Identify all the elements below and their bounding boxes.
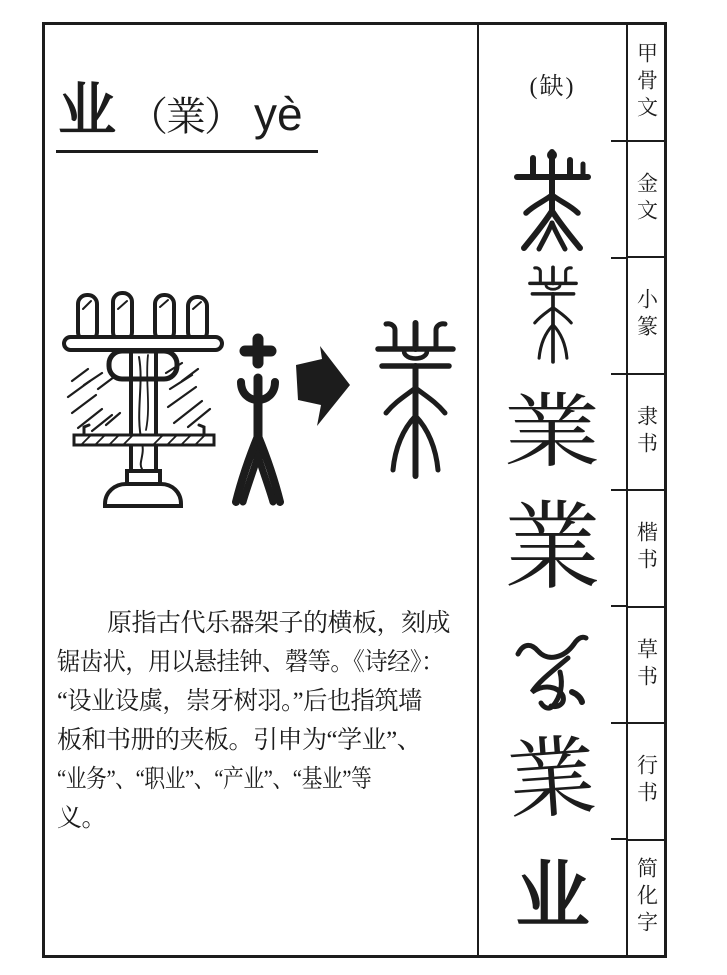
script-label-jiaguwen [628, 25, 664, 142]
headword [58, 78, 303, 143]
script-label-text: 行书 [634, 754, 659, 809]
script-label-xiaozhuan [628, 258, 664, 375]
definition-paragraph [57, 604, 473, 838]
seal-ye-glyph [368, 316, 463, 486]
simplified-character-glyph: 业 [515, 855, 590, 938]
script-label-text: 简化字 [634, 857, 659, 939]
script-cell-kaishu [479, 490, 626, 606]
script-label-caoshu [628, 608, 664, 725]
script-label-jianhuazi [628, 841, 664, 956]
definition-line: 义。 [57, 805, 107, 832]
script-label-text: 楷书 [634, 521, 659, 576]
bronze-script-glyph [505, 147, 600, 252]
bell-rack-drawing [58, 285, 228, 510]
headword-pinyin: yè [254, 88, 303, 140]
script-label-xingshu [628, 724, 664, 841]
script-label-lishu [628, 375, 664, 492]
definition-line: 板和书册的夹板。引申为“学业”、 [57, 727, 422, 754]
small-seal-glyph [523, 263, 583, 368]
headword-simplified: 业 [58, 78, 117, 143]
script-cell-caoshu [479, 606, 626, 722]
script-examples-column [479, 25, 626, 955]
script-label-text: 甲骨文 [634, 41, 659, 123]
right-arrow-icon [294, 344, 352, 429]
clerical-script-glyph: 業 [504, 386, 601, 477]
component-seal-glyph [228, 330, 288, 510]
script-labels-column [628, 25, 664, 955]
script-label-text: 金文 [634, 171, 659, 226]
script-cell-jianhuazi [479, 839, 626, 955]
definition-line: 锯齿状，用以悬挂钟、磬等。《诗经》： [57, 649, 444, 676]
script-label-text: 隶书 [634, 404, 659, 459]
script-label-kaishu [628, 491, 664, 608]
script-label-text: 草书 [634, 637, 659, 692]
cursive-script-glyph [508, 614, 598, 714]
script-cell-xingshu [479, 723, 626, 839]
script-cell-lishu [479, 374, 626, 490]
headword-underline [56, 150, 318, 153]
definition-line: “设业设虡，崇牙树羽。”后也指筑墙 [57, 688, 422, 715]
script-cell-jinwen [479, 141, 626, 257]
script-cell-xiaozhuan [479, 258, 626, 374]
semicursive-script-glyph: 業 [505, 728, 600, 832]
regular-script-glyph: 業 [504, 494, 601, 602]
script-label-jinwen [628, 142, 664, 259]
headword-traditional: （業） [128, 94, 243, 139]
script-label-text: 小篆 [634, 288, 659, 343]
definition-line: 原指古代乐器架子的横板，刻成 [107, 610, 451, 637]
script-cell-jiaguwen [479, 25, 626, 141]
oracle-missing-note: (缺) [529, 73, 576, 100]
definition-line: “业务”、“职业”、“产业”、“基业”等 [57, 766, 372, 793]
